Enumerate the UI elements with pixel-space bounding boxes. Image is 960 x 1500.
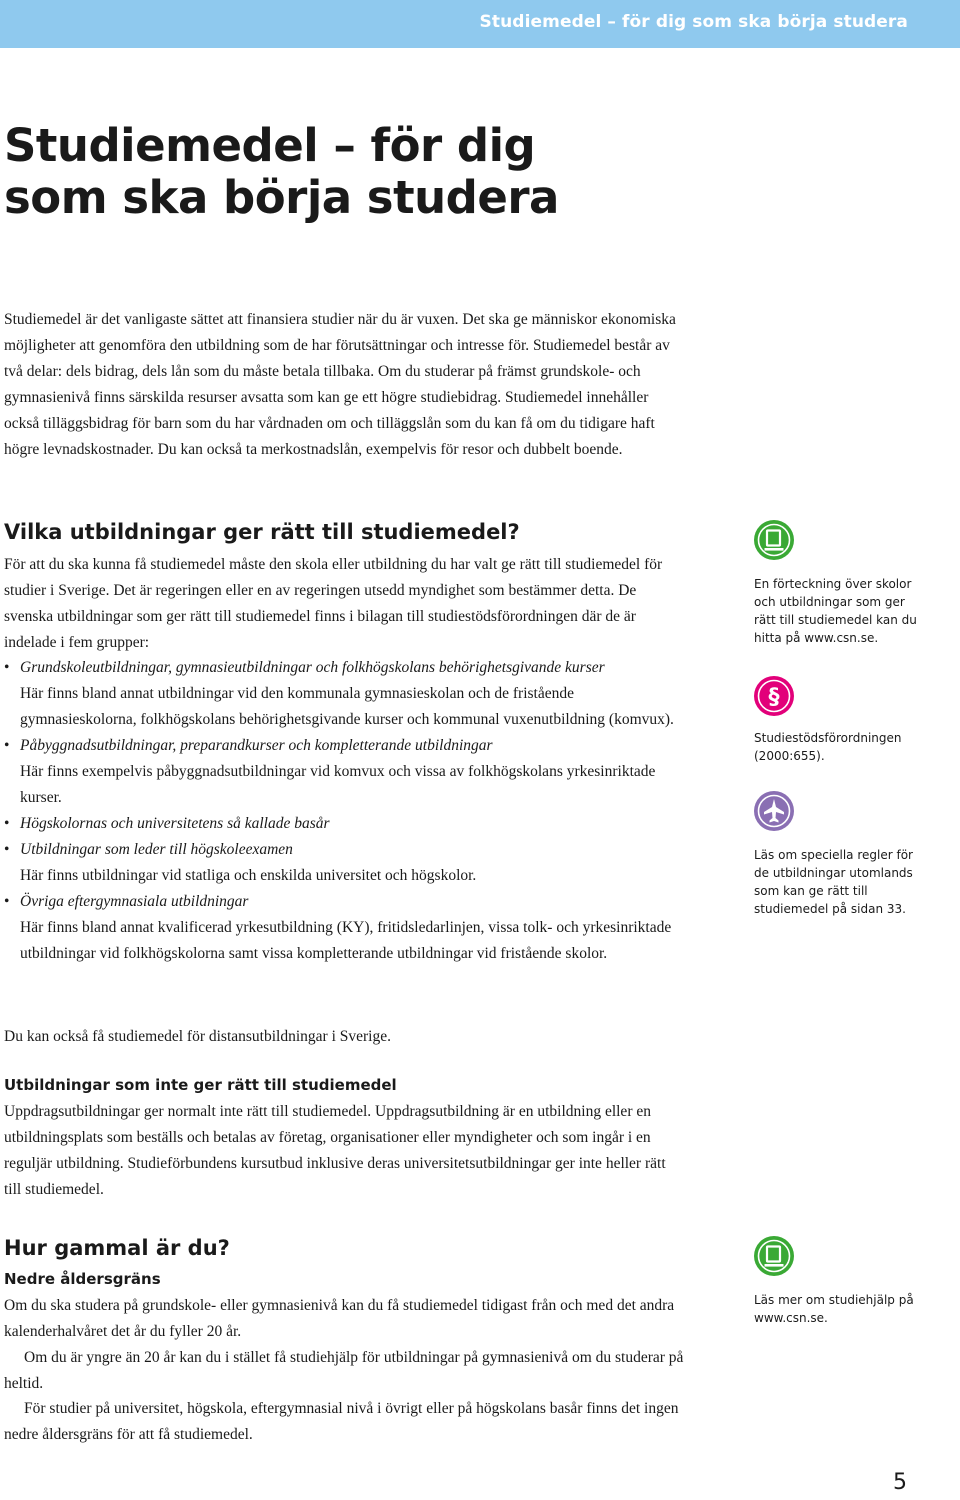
list-item-title: • Högskolornas och universitetens så kallade basår xyxy=(20,815,330,832)
age-paragraph-2: Om du är yngre än 20 år kan du i stället få studiehjälp för utbildningar på gymnasienivå om du studerar på heltid. xyxy=(4,1349,684,1392)
paragraph-icon xyxy=(752,674,796,718)
list-item xyxy=(4,655,684,733)
running-title: Studiemedel – för dig som ska börja studera xyxy=(479,12,908,32)
age-paragraph-3: För studier på universitet, högskola, eftergymnasial nivå i övrigt eller på högskolans basår finns det ingen nedre åldersgräns för att få studiemedel. xyxy=(4,1400,679,1443)
header-bar xyxy=(0,0,960,48)
not-eligible-paragraph: Uppdragsutbildningar ger normalt inte rätt till studiemedel. Uppdragsutbildning är en utbildning eller en utbildningsplats som beställs och betalas av företag, organisationer eller myndigheter och som ingår i en reguljär utbildning. Studieförbundens kursutbud inklusive deras universitetsutbildningar ger inte heller rätt till studiemedel. xyxy=(4,1103,666,1198)
sidebar-note-abroad: Läs om speciella regler för de utbildningar utomlands som kan ge rätt till studiemedel på sidan 33. xyxy=(754,848,913,916)
svg-text:§: § xyxy=(768,685,780,710)
sidebar-note-regulation: Studiestödsförordningen (2000:655). xyxy=(754,731,902,763)
computer-icon xyxy=(752,518,796,562)
list-item-description: Här finns bland annat kvalificerad yrkesutbildning (KY), fritidsledarlinjen, vissa tolk- och yrkesinriktade utbildningar vid folkhögskolorna samt vissa kompletterande utbildningar vid fristående skolor. xyxy=(20,919,672,962)
page-title-line-2: som ska börja studera xyxy=(4,171,559,224)
eligible-programs-paragraph: För att du ska kunna få studiemedel måste den skola eller utbildning du har valt ge rätt till studiemedel för studier i Sverige. Det är regeringen eller en av regeringen utsedd myndighet som bestämmer detta. De svenska utbildningar som ger rätt till studiemedel finns i bilagan till studiestödsförordningen där de är indelade i fem grupper: xyxy=(4,556,663,651)
list-item-title: • Grundskoleutbildningar, gymnasieutbildningar och folkhögskolans behörighetsgivande kurser xyxy=(20,659,605,676)
section-heading-eligible-programs: Vilka utbildningar ger rätt till studiemedel? xyxy=(4,520,520,544)
distance-education-note: Du kan också få studiemedel för distansutbildningar i Sverige. xyxy=(4,1028,391,1045)
list-item-title: • Övriga eftergymnasiala utbildningar xyxy=(20,893,249,910)
program-groups-list xyxy=(4,655,684,967)
page-number: 5 xyxy=(893,1470,907,1495)
section-heading-age: Hur gammal är du? xyxy=(4,1236,230,1260)
section-heading-not-eligible: Utbildningar som inte ger rätt till studiemedel xyxy=(4,1076,397,1094)
list-item-description: Här finns exempelvis påbyggnadsutbildningar vid komvux och vissa av folkhögskolans yrkesinriktade kurser. xyxy=(20,763,656,806)
intro-paragraph: Studiemedel är det vanligaste sättet att finansiera studier när du är vuxen. Det ska ge människor ekonomiska möjligheter att genomföra den utbildning som de har förutsättningar och intresse för. Studiemedel består av två delar: dels bidrag, dels lån som du måste betala tillbaka. Om du studerar på främst grundskole- och gymnasienivå finns särskilda resurser avsatta som kan ge ett högre studiebidrag. Studiemedel innehåller också tilläggsbidrag för barn som du har vårdnaden om och tilläggslån som du kan få om du tidigare haft högre levnadskostnader. Du kan också ta merkostnadslån, exempelvis för resor och dubbelt boende. xyxy=(4,311,676,458)
list-item xyxy=(4,889,684,967)
list-item-title: • Utbildningar som leder till högskoleexamen xyxy=(20,841,293,858)
sidebar-note-school-list: En förteckning över skolor och utbildningar som ger rätt till studiemedel kan du hitta på www.csn.se. xyxy=(754,577,917,645)
subheading-lower-age-limit: Nedre åldersgräns xyxy=(4,1270,161,1288)
list-item-description: Här finns utbildningar vid statliga och enskilda universitet och högskolor. xyxy=(20,867,477,884)
page-title-line-1: Studiemedel – för dig xyxy=(4,119,536,172)
airplane-icon xyxy=(752,789,796,833)
computer-icon xyxy=(752,1234,796,1278)
list-item xyxy=(4,837,684,889)
list-item xyxy=(4,811,684,837)
list-item-title: • Påbyggnadsutbildningar, preparandkurser och kompletterande utbildningar xyxy=(20,737,493,754)
page-title xyxy=(4,120,559,224)
age-paragraph-1: Om du ska studera på grundskole- eller gymnasienivå kan du få studiemedel tidigast från och med det andra kalenderhalvåret det år du fyller 20 år. xyxy=(4,1297,675,1340)
sidebar-note-study-allowance: Läs mer om studiehjälp på www.csn.se. xyxy=(754,1293,914,1325)
list-item xyxy=(4,733,684,811)
list-item-description: Här finns bland annat utbildningar vid den kommunala gymnasieskolan och de fristående gymnasieskolorna, folkhögskolans behörighetsgivande kurser och kommunal vuxenutbildning (komvux). xyxy=(20,685,674,728)
